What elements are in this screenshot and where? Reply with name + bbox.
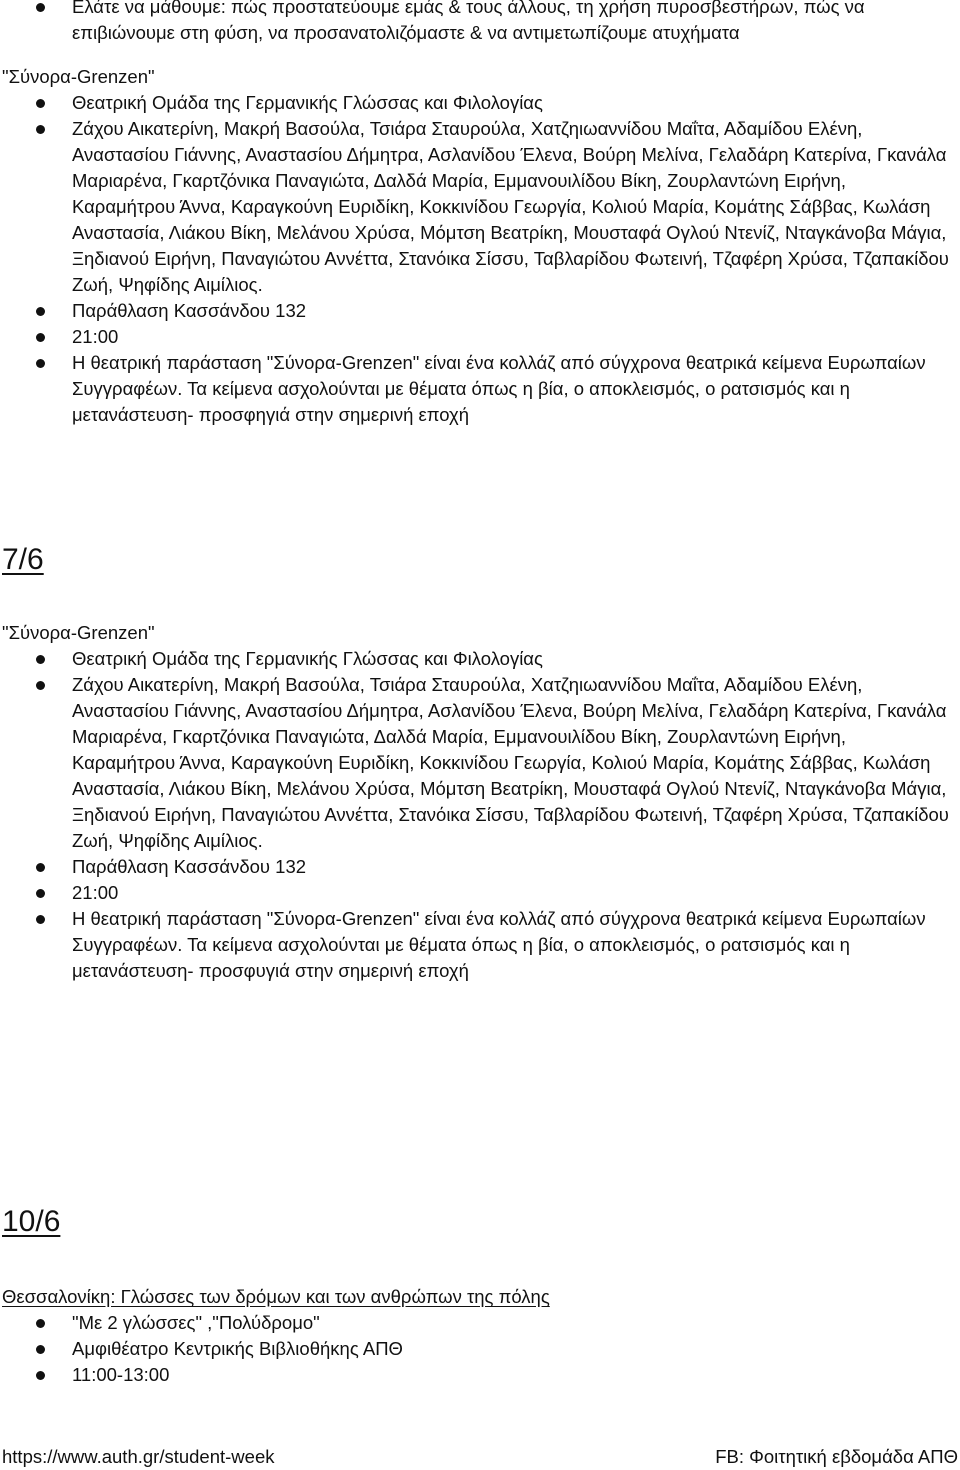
- date-heading: 7/6: [2, 543, 44, 576]
- list-item: [0, 646, 960, 672]
- bullet-icon: [36, 359, 45, 368]
- event-details-list: [0, 90, 960, 428]
- list-item: [0, 854, 960, 880]
- cast-text: Ζάχου Αικατερίνη, Μακρή Βασούλα, Τσιάρα Σταυρούλα, Χατζηιωαννίδου Μαΐτα, Αδαμίδου Ελένη, Αναστασίου Γιάννης, Αναστασίου Δήμητρα, Ασλανίδου Έλενα, Βούρη Μελίνα, Γελαδάρη Κατερίνα, Γκανάλα Μαριαρένα, Γκαρτζόνικα Παναγιώτα, Δαλδά Μαρία, Εμμανουιλίδου Βίκη, Ζουρλαντώνη Ειρήνη, Καραμήτρου Άννα, Καραγκούνη Ευριδίκη, Κοκκινίδου Γεωργία, Κολιού Μαρία, Κομάτης Σάββας, Κωλάση Αναστασία, Λιάκου Βίκη, Μελάνου Χρύσα, Μόμτση Βεατρίκη, Μουσταφά Ογλού Ντενίζ, Νταγκάνοβα Μάγια, Ξηδιανού Ειρήνη, Παναγιώτου Αννέττα, Στανόικα Σίσσυ, Ταβλαρίδου Φωτεινή, Τζαφέρη Χρύσα, Τζαπακίδου Ζωή, Ψηφίδης Αιμίλιος.: [72, 674, 949, 851]
- event-details-list: [0, 1310, 960, 1388]
- bullet-icon: [36, 125, 45, 134]
- bullet-icon: [36, 1371, 45, 1380]
- venue-text: Παράθλαση Κασσάνδου 132: [72, 856, 307, 877]
- description-text: Η θεατρική παράσταση "Σύνορα-Grenzen" είναι ένα κολλάζ από σύγχρονα θεατρικά κείμενα Ευρωπαίων Συγγραφέων. Τα κείμενα ασχολούνται με θέματα όπως η βία, ο αποκλεισμός, ο ρατσισμός και η μετανάστευση- προσφηγιά στην σημερινή εποχή: [72, 352, 926, 425]
- event-title: Θεσσαλονίκη: Γλώσσες των δρόμων και των ανθρώπων της πόλης: [2, 1286, 550, 1307]
- date-heading: 10/6: [2, 1205, 61, 1238]
- event-block-7-6: [0, 542, 960, 984]
- bullet-icon: [36, 99, 45, 108]
- list-item: [0, 90, 960, 116]
- list-item: [0, 880, 960, 906]
- venue-text: Παράθλαση Κασσάνδου 132: [72, 300, 307, 321]
- event-name-text: "Με 2 γλώσσες" ,"Πολύδρομο": [72, 1312, 320, 1333]
- bullet-icon: [36, 889, 45, 898]
- bullet-icon: [36, 915, 45, 924]
- time-text: 21:00: [72, 326, 119, 347]
- event-title: "Σύνορα-Grenzen": [2, 622, 155, 643]
- bullet-icon: [36, 863, 45, 872]
- organizer-text: Θεατρική Ομάδα της Γερμανικής Γλώσσας και Φιλολογίας: [72, 92, 543, 113]
- bullet-icon: [36, 655, 45, 664]
- bullet-icon: [36, 333, 45, 342]
- list-item: [0, 672, 960, 854]
- footer-url-link[interactable]: https://www.auth.gr/student-week: [2, 1446, 275, 1467]
- list-item: [0, 350, 960, 428]
- bullet-icon: [36, 3, 45, 12]
- description-text: Η θεατρική παράσταση "Σύνορα-Grenzen" είναι ένα κολλάζ από σύγχρονα θεατρικά κείμενα Ευρωπαίων Συγγραφέων. Τα κείμενα ασχολούνται με θέματα όπως η βία, ο αποκλεισμός, ο ρατσισμός και η μετανάστευση- προσφυγιά στην σημερινή εποχή: [72, 908, 926, 981]
- time-text: 11:00-13:00: [72, 1364, 170, 1385]
- venue-text: Αμφιθέατρο Κεντρικής Βιβλιοθήκης ΑΠΘ: [72, 1338, 403, 1359]
- bullet-icon: [36, 1319, 45, 1328]
- footer-facebook-text: FB: Φοιτητική εβδομάδα ΑΠΘ: [715, 1446, 958, 1467]
- list-item: [0, 1336, 960, 1362]
- intro-text: Ελάτε να μάθουμε: πώς προστατεύουμε εμάς & τους άλλους, τη χρήση πυροσβεστήρων, πώς να επιβιώνουμε στη φύση, να προσανατολιζόμαστε & να αντιμετωπίζουμε ατυχήματα: [72, 0, 865, 43]
- list-item: [0, 1362, 960, 1388]
- time-text: 21:00: [72, 882, 119, 903]
- list-item: [0, 0, 960, 46]
- list-item: [0, 906, 960, 984]
- bullet-icon: [36, 1345, 45, 1354]
- list-item: [0, 298, 960, 324]
- event-block-top: [0, 0, 960, 428]
- list-item: [0, 324, 960, 350]
- event-details-list: [0, 646, 960, 984]
- event-details-list: [0, 0, 960, 46]
- list-item: [0, 116, 960, 298]
- event-block-10-6: [0, 1204, 960, 1388]
- bullet-icon: [36, 307, 45, 316]
- cast-text: Ζάχου Αικατερίνη, Μακρή Βασούλα, Τσιάρα Σταυρούλα, Χατζηιωαννίδου Μαΐτα, Αδαμίδου Ελένη, Αναστασίου Γιάννης, Αναστασίου Δήμητρα, Ασλανίδου Έλενα, Βούρη Μελίνα, Γελαδάρη Κατερίνα, Γκανάλα Μαριαρένα, Γκαρτζόνικα Παναγιώτα, Δαλδά Μαρία, Εμμανουιλίδου Βίκη, Ζουρλαντώνη Ειρήνη, Καραμήτρου Άννα, Καραγκούνη Ευριδίκη, Κοκκινίδου Γεωργία, Κολιού Μαρία, Κομάτης Σάββας, Κωλάση Αναστασία, Λιάκου Βίκη, Μελάνου Χρύσα, Μόμτση Βεατρίκη, Μουσταφά Ογλού Ντενίζ, Νταγκάνοβα Μάγια, Ξηδιανού Ειρήνη, Παναγιώτου Αννέττα, Στανόικα Σίσσυ, Ταβλαρίδου Φωτεινή, Τζαφέρη Χρύσα, Τζαπακίδου Ζωή, Ψηφίδης Αιμίλιος.: [72, 118, 949, 295]
- event-title: "Σύνορα-Grenzen": [2, 66, 155, 87]
- page-footer: [0, 1444, 960, 1470]
- organizer-text: Θεατρική Ομάδα της Γερμανικής Γλώσσας και Φιλολογίας: [72, 648, 543, 669]
- list-item: [0, 1310, 960, 1336]
- bullet-icon: [36, 681, 45, 690]
